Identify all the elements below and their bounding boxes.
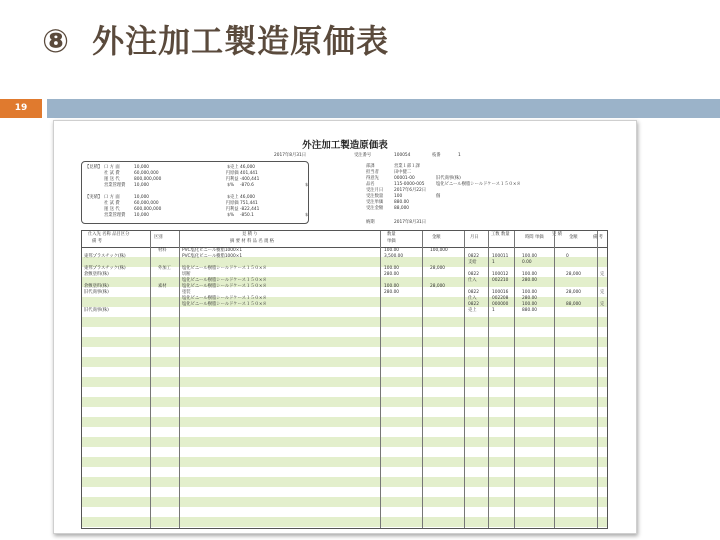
estimate-summary-row xyxy=(104,183,308,189)
summary-cell: -822,441 xyxy=(240,207,260,212)
summary-cell: 46,000 xyxy=(240,165,256,170)
header-type: 区別 xyxy=(154,235,163,240)
info-row xyxy=(366,206,482,212)
table-cell: 100,000 xyxy=(430,248,448,253)
row-stripe xyxy=(82,477,607,487)
table-cell: 完 xyxy=(600,272,605,277)
summary-cell: 751,441 xyxy=(240,201,258,206)
column-divider xyxy=(554,231,555,528)
summary-cell: 運 送 代 xyxy=(104,207,120,212)
info-cell: 担当者 xyxy=(366,170,379,175)
summary-cell: % xyxy=(230,183,235,188)
summary-cell: 46,000 xyxy=(240,195,256,200)
summary-cell: 10,000 xyxy=(134,195,150,200)
table-cell: 3,500.00 xyxy=(384,254,404,259)
info-cell: 受注数量 xyxy=(366,194,384,199)
info-cell: 1 xyxy=(458,153,461,158)
header-hours-qty: 工数 数量 xyxy=(491,232,510,237)
table-cell: 倉敷塗料(株) xyxy=(84,284,109,289)
info-cell: 旧代商事(株) xyxy=(436,176,461,181)
header-estimate: 見 積 り xyxy=(242,232,258,237)
summary-cell: 800,000,000 xyxy=(134,177,162,182)
info-cell: 00001-00 xyxy=(394,176,415,181)
slide-title-text: 外注加工製造原価表 xyxy=(92,22,390,60)
info-cell: 納期 xyxy=(366,220,375,225)
info-row xyxy=(366,200,482,206)
summary-cell: $ xyxy=(305,183,308,188)
info-row xyxy=(366,220,482,226)
table-cell: 0822 xyxy=(468,254,479,259)
summary-box xyxy=(81,161,309,224)
column-divider xyxy=(179,231,180,528)
info-row xyxy=(366,188,482,194)
header-actual: 実 績 xyxy=(552,232,562,237)
table-cell: 100.00 xyxy=(522,290,538,295)
table-cell: 塩化ビニール樹脂シールドケース１５０×８ xyxy=(182,266,267,271)
summary-cell: 社 試 費 xyxy=(104,201,120,206)
summary-cell: 401,441 xyxy=(240,171,258,176)
table-cell: 280.00 xyxy=(384,290,400,295)
summary-cell: $ xyxy=(227,165,230,170)
column-divider xyxy=(380,231,381,528)
table-cell: 東邦プラスチック(株) xyxy=(84,254,126,259)
table-cell: 100.00 xyxy=(384,248,400,253)
header-description: 摘 要 材 料 品 名 規 格 xyxy=(230,239,274,244)
summary-cell: 円 xyxy=(225,201,230,206)
table-cell: 塩化ビニール樹脂シールドケース１５０×８ xyxy=(182,278,267,283)
info-cell: 100054 xyxy=(394,153,411,158)
document-date: 2017年8月31日 xyxy=(274,153,307,158)
info-cell: 営業１部１課 xyxy=(394,164,420,169)
header-remarks-left: 備 考 xyxy=(92,239,102,244)
summary-cell: 原価 xyxy=(230,201,239,206)
info-row xyxy=(366,164,482,170)
row-stripe xyxy=(82,417,607,427)
summary-cell: 口 方 面 xyxy=(104,165,120,170)
header-price: 単価 xyxy=(387,239,396,244)
table-cell: 100.00 xyxy=(384,284,400,289)
info-cell: 115-0000-005 xyxy=(394,182,425,187)
info-cell: 田中健二 xyxy=(394,170,412,175)
summary-cell: $ xyxy=(227,183,230,188)
table-cell: 完 xyxy=(600,302,605,307)
table-cell: 塗装 xyxy=(182,290,191,295)
cost-table xyxy=(81,230,608,529)
info-cell: 枝番 xyxy=(432,153,441,158)
table-cell: 旧代商事(株) xyxy=(84,290,109,295)
info-row xyxy=(366,170,482,176)
info-cell: 受注番号 xyxy=(354,153,372,158)
info-cell: 2017年6月22日 xyxy=(394,188,427,193)
info-row xyxy=(366,194,482,200)
header-amount: 金額 xyxy=(432,235,441,240)
summary-cell: 原価 xyxy=(230,171,239,176)
row-stripe xyxy=(82,357,607,367)
row-stripe xyxy=(82,377,607,387)
actual-summary-row xyxy=(104,207,268,213)
row-stripe xyxy=(82,517,607,527)
actual-summary-row xyxy=(104,201,268,207)
table-cell: 100.00 xyxy=(522,302,538,307)
table-cell: 280.00 xyxy=(384,272,400,277)
table-cell: 1 xyxy=(492,260,495,265)
header-amount-actual: 金額 xyxy=(569,235,578,240)
row-stripe xyxy=(82,317,607,327)
table-cell: 材料 xyxy=(158,248,167,253)
row-stripe xyxy=(82,497,607,507)
summary-cell: 営業管理費 xyxy=(104,213,126,218)
column-divider xyxy=(514,231,515,528)
row-stripe xyxy=(82,397,607,407)
info-cell: 部課 xyxy=(366,164,375,169)
table-cell: 100011 xyxy=(492,254,509,259)
table-cell: 外加工 xyxy=(158,266,171,271)
row-stripe xyxy=(82,437,607,447)
summary-cell: 600,000,000 xyxy=(134,207,162,212)
header-unit-price: 時間 単価 xyxy=(525,235,544,240)
table-cell: 28,000 xyxy=(566,290,582,295)
slide-title xyxy=(42,16,389,62)
table-cell: 0822 xyxy=(468,290,479,295)
summary-cell: 売上 xyxy=(230,195,239,200)
info-row xyxy=(354,153,478,159)
summary-cell: 営業管理費 xyxy=(104,183,126,188)
actual-summary-row xyxy=(104,213,308,219)
table-cell: 100012 xyxy=(492,272,509,277)
table-cell: 100016 xyxy=(492,290,509,295)
table-cell: 100.00 xyxy=(522,272,538,277)
table-cell: 28,000 xyxy=(430,284,446,289)
info-cell: 100 xyxy=(394,194,403,199)
summary-cell: $ xyxy=(305,213,308,218)
summary-cell: 60,000,000 xyxy=(134,171,159,176)
summary-cell: 口 方 面 xyxy=(104,195,120,200)
info-cell: 得意先 xyxy=(366,176,379,181)
table-cell: 旧代商事(株) xyxy=(84,308,109,313)
summary-cell: 10,000 xyxy=(134,165,150,170)
row-stripe xyxy=(82,457,607,467)
info-cell: 2017年8月31日 xyxy=(394,220,427,225)
page-number-bar xyxy=(0,99,42,118)
estimate-summary-row xyxy=(104,165,268,171)
table-cell: 仕入 xyxy=(468,296,477,301)
summary-cell: -400,441 xyxy=(240,177,260,182)
table-cell: 100.00 xyxy=(384,266,400,271)
info-cell: 品名 xyxy=(366,182,375,187)
table-cell: 880.00 xyxy=(522,308,538,313)
table-cell: 塩化ビニール樹脂シールドケース１５０×８ xyxy=(182,284,267,289)
actual-label: 【実績】 xyxy=(85,195,103,200)
table-cell: 000000 xyxy=(492,302,509,307)
table-cell: 0 xyxy=(566,254,569,259)
header-supplier: 仕入先 名称 品目区分 xyxy=(88,232,130,237)
column-divider xyxy=(422,231,423,528)
table-cell: 素材 xyxy=(158,284,167,289)
info-cell: 受注月日 xyxy=(366,188,384,193)
table-cell: PVC塩化ビニール樹脂1000×1 xyxy=(182,248,243,253)
estimate-label: 【見積】 xyxy=(85,165,103,170)
table-cell: 塩化ビニール樹脂シールドケース１５０×８ xyxy=(182,302,267,307)
table-cell: 28,000 xyxy=(430,266,446,271)
table-cell: 支給 xyxy=(468,260,477,265)
actual-summary-row xyxy=(104,195,268,201)
summary-cell: 利益 xyxy=(230,207,239,212)
table-cell: 倉敷塗料(株) xyxy=(84,272,109,277)
info-cell: 受注単価 xyxy=(366,200,384,205)
document-title: 外注加工製造原価表 xyxy=(302,140,388,151)
header-qty: 数量 xyxy=(387,232,396,237)
info-cell: 880.00 xyxy=(394,200,410,205)
info-cell: 受注金額 xyxy=(366,206,384,211)
column-divider xyxy=(597,231,598,528)
summary-cell: 運 送 代 xyxy=(104,177,120,182)
table-cell: 切断 xyxy=(182,272,191,277)
summary-cell: 社 試 費 xyxy=(104,171,120,176)
table-cell: 0.00 xyxy=(522,260,532,265)
info-cell: 個 xyxy=(436,194,441,199)
column-divider xyxy=(464,231,465,528)
summary-cell: 円 xyxy=(225,171,230,176)
summary-cell: 利益 xyxy=(230,177,239,182)
slide-title-number: ⑧ xyxy=(42,22,71,60)
table-cell: 東邦プラスチック(株) xyxy=(84,266,126,271)
table-cell: 002210 xyxy=(492,278,509,283)
table-cell: 仕入 xyxy=(468,278,477,283)
header-date: 月日 xyxy=(470,235,479,240)
table-cell: 002208 xyxy=(492,296,509,301)
summary-cell: 円 xyxy=(225,207,230,212)
info-cell: 88,000 xyxy=(394,206,410,211)
summary-cell: -850.1 xyxy=(240,213,254,218)
table-cell: 完 xyxy=(600,290,605,295)
table-cell: 売上 xyxy=(468,308,477,313)
summary-cell: $ xyxy=(227,213,230,218)
summary-cell: 60,000,000 xyxy=(134,201,159,206)
table-cell: 28,000 xyxy=(566,272,582,277)
estimate-summary-row xyxy=(104,171,268,177)
summary-cell: -870.6 xyxy=(240,183,254,188)
page-number: 19 xyxy=(14,103,28,113)
summary-cell: 売上 xyxy=(230,165,239,170)
table-cell: 0822 xyxy=(468,272,479,277)
table-cell: 0822 xyxy=(468,302,479,307)
summary-cell: 10,000 xyxy=(134,213,150,218)
summary-cell: $ xyxy=(227,195,230,200)
summary-cell: % xyxy=(230,213,235,218)
header-bar xyxy=(47,99,720,118)
column-divider xyxy=(150,231,151,528)
document-image xyxy=(53,120,637,534)
table-header xyxy=(82,231,607,248)
info-row xyxy=(366,176,482,182)
table-cell: 280.00 xyxy=(522,296,538,301)
table-cell: 100.00 xyxy=(522,254,538,259)
summary-cell: 10,000 xyxy=(134,183,150,188)
info-row xyxy=(366,182,521,188)
header-notes: 備 考 xyxy=(593,235,603,240)
table-cell: 280.00 xyxy=(522,278,538,283)
table-cell: PVC塩化ビニール樹脂1000×1 xyxy=(182,254,243,259)
info-cell: 塩化ビニール樹脂シールドケース１５０×８ xyxy=(436,182,521,187)
table-cell: 88,000 xyxy=(566,302,582,307)
estimate-summary-row xyxy=(104,177,268,183)
table-cell: 1 xyxy=(492,308,495,313)
table-cell: 塩化ビニール樹脂シールドケース１５０×８ xyxy=(182,296,267,301)
column-divider xyxy=(488,231,489,528)
summary-cell: 円 xyxy=(225,177,230,182)
row-stripe xyxy=(82,337,607,347)
